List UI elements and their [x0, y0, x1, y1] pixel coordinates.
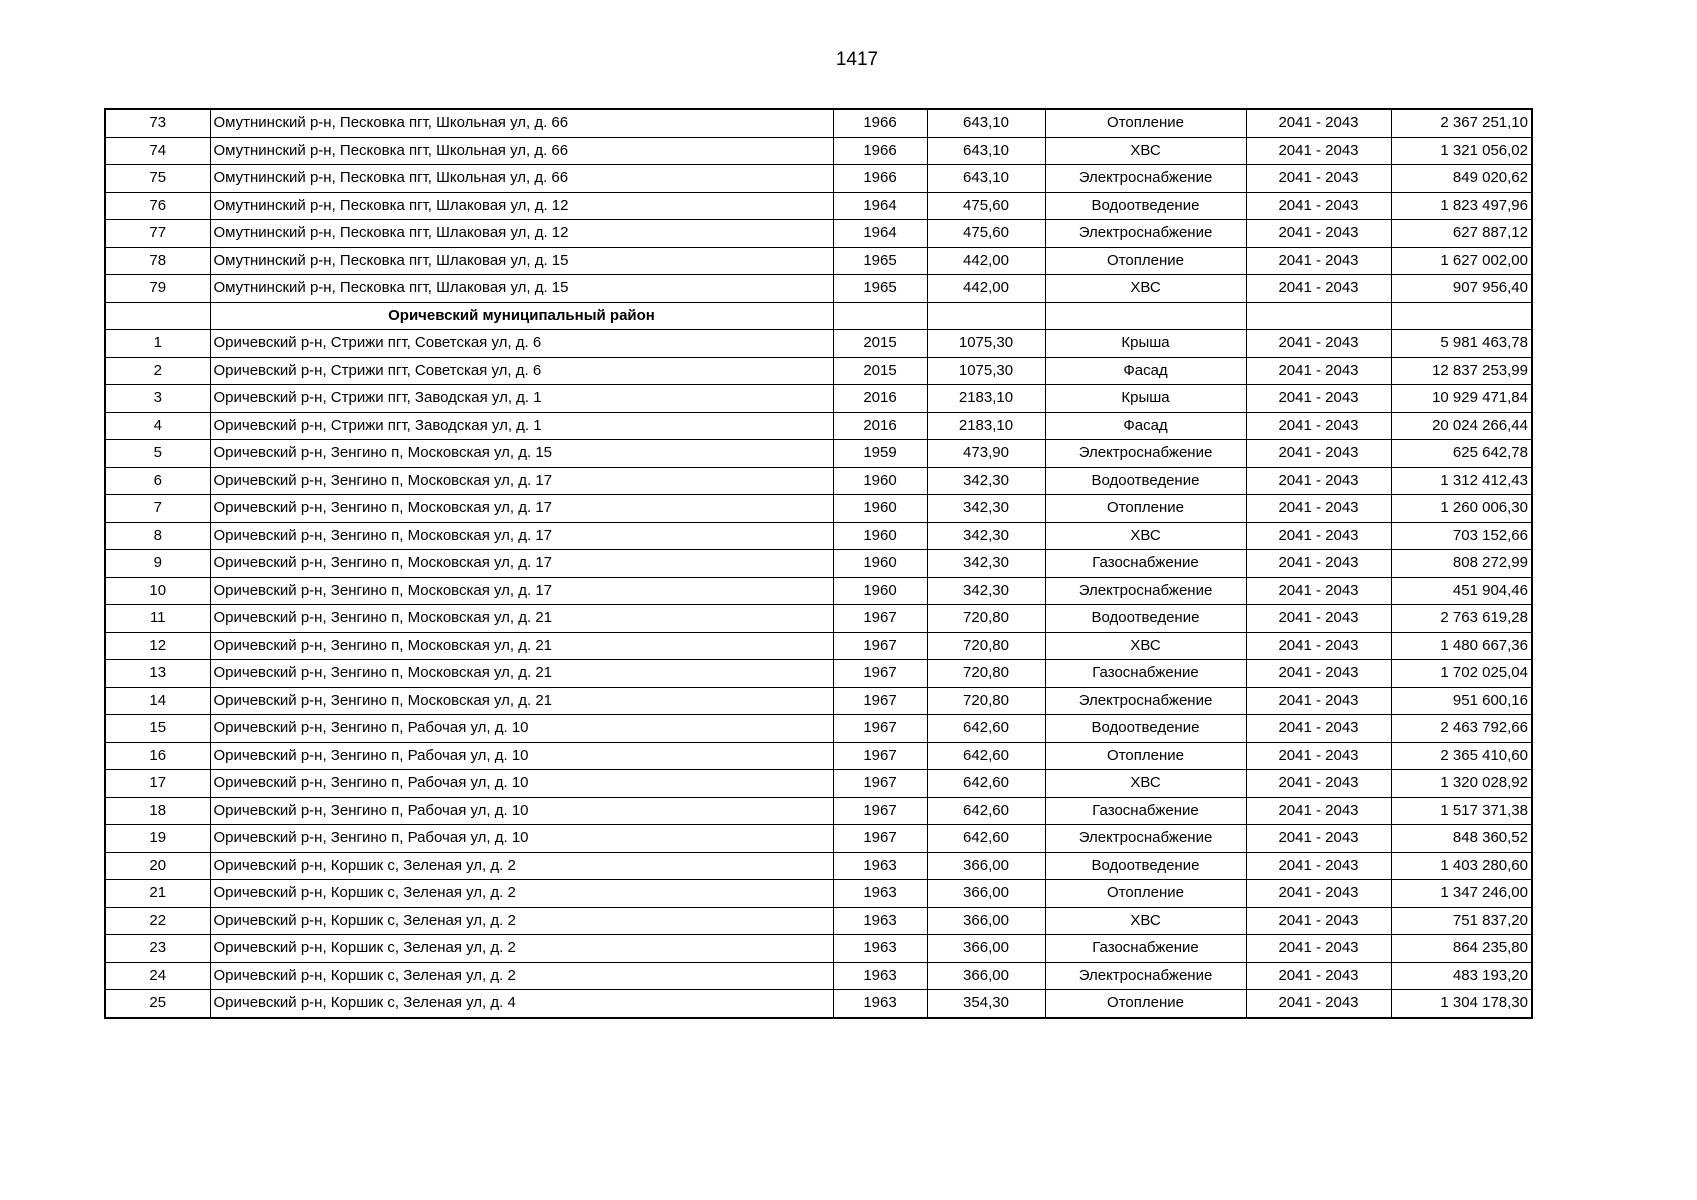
address-cell: Оричевский р-н, Зенгино п, Московская ул, д. 21: [210, 660, 833, 688]
address-cell: Оричевский р-н, Зенгино п, Московская ул, д. 17: [210, 467, 833, 495]
period-cell: 2041 - 2043: [1246, 109, 1391, 137]
cost-cell: 1 823 497,96: [1391, 192, 1532, 220]
table-row: [105, 742, 1532, 770]
period-cell: 2041 - 2043: [1246, 467, 1391, 495]
cost-cell: 451 904,46: [1391, 577, 1532, 605]
row-number: 1: [105, 330, 210, 358]
area-cell: 2183,10: [927, 412, 1045, 440]
cost-cell: 1 517 371,38: [1391, 797, 1532, 825]
cost-cell: 627 887,12: [1391, 220, 1532, 248]
year-built-cell: 1960: [833, 577, 927, 605]
address-cell: Оричевский р-н, Стрижи пгт, Советская ул, д. 6: [210, 330, 833, 358]
cost-cell: 483 193,20: [1391, 962, 1532, 990]
work-type-cell: Отопление: [1045, 495, 1246, 523]
row-number: 7: [105, 495, 210, 523]
cost-cell: 703 152,66: [1391, 522, 1532, 550]
area-cell: 643,10: [927, 137, 1045, 165]
area-cell: 1075,30: [927, 357, 1045, 385]
area-cell: 342,30: [927, 495, 1045, 523]
area-cell: 442,00: [927, 275, 1045, 303]
area-cell: [927, 302, 1045, 330]
row-number: 11: [105, 605, 210, 633]
area-cell: 642,60: [927, 825, 1045, 853]
table-row: [105, 275, 1532, 303]
work-type-cell: Электроснабжение: [1045, 577, 1246, 605]
work-type-cell: [1045, 302, 1246, 330]
area-cell: 366,00: [927, 962, 1045, 990]
table-row: [105, 467, 1532, 495]
cost-cell: 20 024 266,44: [1391, 412, 1532, 440]
table-row: [105, 687, 1532, 715]
year-built-cell: 1966: [833, 137, 927, 165]
address-cell: Омутнинский р-н, Песковка пгт, Школьная ул, д. 66: [210, 109, 833, 137]
section-header-row: [105, 302, 1532, 330]
cost-cell: 10 929 471,84: [1391, 385, 1532, 413]
year-built-cell: 2015: [833, 357, 927, 385]
address-cell: Оричевский р-н, Коршик с, Зеленая ул, д. 2: [210, 935, 833, 963]
period-cell: 2041 - 2043: [1246, 632, 1391, 660]
row-number: 8: [105, 522, 210, 550]
work-type-cell: Водоотведение: [1045, 715, 1246, 743]
cost-cell: 2 367 251,10: [1391, 109, 1532, 137]
area-cell: 643,10: [927, 165, 1045, 193]
address-cell: Оричевский р-н, Зенгино п, Московская ул, д. 17: [210, 522, 833, 550]
work-type-cell: Электроснабжение: [1045, 440, 1246, 468]
work-type-cell: Газоснабжение: [1045, 797, 1246, 825]
period-cell: 2041 - 2043: [1246, 522, 1391, 550]
table-row: [105, 247, 1532, 275]
address-cell: Оричевский р-н, Коршик с, Зеленая ул, д. 4: [210, 990, 833, 1018]
period-cell: 2041 - 2043: [1246, 247, 1391, 275]
cost-cell: 1 480 667,36: [1391, 632, 1532, 660]
work-type-cell: ХВС: [1045, 522, 1246, 550]
work-type-cell: Отопление: [1045, 880, 1246, 908]
address-cell: Оричевский р-н, Зенгино п, Рабочая ул, д. 10: [210, 825, 833, 853]
year-built-cell: 1963: [833, 962, 927, 990]
work-type-cell: ХВС: [1045, 907, 1246, 935]
cost-cell: 1 627 002,00: [1391, 247, 1532, 275]
work-type-cell: Электроснабжение: [1045, 687, 1246, 715]
row-number: 5: [105, 440, 210, 468]
address-cell: Оричевский р-н, Зенгино п, Московская ул, д. 21: [210, 605, 833, 633]
row-number: 3: [105, 385, 210, 413]
table-row: [105, 165, 1532, 193]
work-type-cell: Фасад: [1045, 412, 1246, 440]
period-cell: 2041 - 2043: [1246, 385, 1391, 413]
work-type-cell: Отопление: [1045, 990, 1246, 1018]
work-type-cell: Газоснабжение: [1045, 935, 1246, 963]
address-cell: Омутнинский р-н, Песковка пгт, Школьная ул, д. 66: [210, 137, 833, 165]
row-number: [105, 302, 210, 330]
address-cell: Оричевский р-н, Зенгино п, Рабочая ул, д. 10: [210, 770, 833, 798]
table-row: [105, 330, 1532, 358]
table-row: [105, 220, 1532, 248]
table-row: [105, 715, 1532, 743]
work-type-cell: Крыша: [1045, 330, 1246, 358]
row-number: 10: [105, 577, 210, 605]
year-built-cell: 1967: [833, 742, 927, 770]
year-built-cell: 1965: [833, 247, 927, 275]
year-built-cell: 2016: [833, 412, 927, 440]
year-built-cell: 1959: [833, 440, 927, 468]
cost-cell: 12 837 253,99: [1391, 357, 1532, 385]
row-number: 78: [105, 247, 210, 275]
period-cell: 2041 - 2043: [1246, 412, 1391, 440]
period-cell: 2041 - 2043: [1246, 825, 1391, 853]
row-number: 24: [105, 962, 210, 990]
year-built-cell: 1967: [833, 770, 927, 798]
cost-cell: [1391, 302, 1532, 330]
cost-cell: 751 837,20: [1391, 907, 1532, 935]
work-type-cell: ХВС: [1045, 632, 1246, 660]
cost-cell: 848 360,52: [1391, 825, 1532, 853]
cost-cell: 2 365 410,60: [1391, 742, 1532, 770]
area-cell: 642,60: [927, 742, 1045, 770]
area-cell: 720,80: [927, 605, 1045, 633]
row-number: 13: [105, 660, 210, 688]
row-number: 19: [105, 825, 210, 853]
area-cell: 642,60: [927, 797, 1045, 825]
area-cell: 720,80: [927, 632, 1045, 660]
area-cell: 643,10: [927, 109, 1045, 137]
address-cell: Оричевский р-н, Зенгино п, Московская ул, д. 21: [210, 687, 833, 715]
row-number: 17: [105, 770, 210, 798]
year-built-cell: 1966: [833, 165, 927, 193]
period-cell: 2041 - 2043: [1246, 880, 1391, 908]
year-built-cell: 1960: [833, 467, 927, 495]
area-cell: 475,60: [927, 220, 1045, 248]
year-built-cell: 1966: [833, 109, 927, 137]
work-type-cell: Водоотведение: [1045, 467, 1246, 495]
period-cell: 2041 - 2043: [1246, 935, 1391, 963]
period-cell: 2041 - 2043: [1246, 275, 1391, 303]
row-number: 15: [105, 715, 210, 743]
period-cell: 2041 - 2043: [1246, 687, 1391, 715]
address-cell: Омутнинский р-н, Песковка пгт, Шлаковая ул, д. 15: [210, 247, 833, 275]
year-built-cell: 1964: [833, 220, 927, 248]
work-type-cell: ХВС: [1045, 137, 1246, 165]
repair-schedule-table: [104, 108, 1533, 1019]
year-built-cell: [833, 302, 927, 330]
row-number: 12: [105, 632, 210, 660]
year-built-cell: 1967: [833, 687, 927, 715]
row-number: 79: [105, 275, 210, 303]
work-type-cell: Газоснабжение: [1045, 550, 1246, 578]
row-number: 23: [105, 935, 210, 963]
period-cell: 2041 - 2043: [1246, 660, 1391, 688]
row-number: 76: [105, 192, 210, 220]
period-cell: 2041 - 2043: [1246, 577, 1391, 605]
year-built-cell: 1967: [833, 660, 927, 688]
work-type-cell: Электроснабжение: [1045, 962, 1246, 990]
address-cell: Оричевский р-н, Зенгино п, Рабочая ул, д. 10: [210, 742, 833, 770]
address-cell: Оричевский р-н, Коршик с, Зеленая ул, д. 2: [210, 907, 833, 935]
cost-cell: 907 956,40: [1391, 275, 1532, 303]
work-type-cell: Электроснабжение: [1045, 165, 1246, 193]
address-cell: Оричевский р-н, Зенгино п, Московская ул, д. 17: [210, 577, 833, 605]
period-cell: 2041 - 2043: [1246, 495, 1391, 523]
period-cell: 2041 - 2043: [1246, 990, 1391, 1018]
year-built-cell: 1960: [833, 550, 927, 578]
cost-cell: 951 600,16: [1391, 687, 1532, 715]
address-cell: Омутнинский р-н, Песковка пгт, Шлаковая ул, д. 12: [210, 220, 833, 248]
row-number: 21: [105, 880, 210, 908]
cost-cell: 864 235,80: [1391, 935, 1532, 963]
area-cell: 342,30: [927, 550, 1045, 578]
area-cell: 1075,30: [927, 330, 1045, 358]
period-cell: 2041 - 2043: [1246, 137, 1391, 165]
table-row: [105, 962, 1532, 990]
cost-cell: 849 020,62: [1391, 165, 1532, 193]
cost-cell: 1 347 246,00: [1391, 880, 1532, 908]
period-cell: 2041 - 2043: [1246, 742, 1391, 770]
address-cell: Оричевский р-н, Зенгино п, Московская ул, д. 17: [210, 550, 833, 578]
row-number: 25: [105, 990, 210, 1018]
row-number: 2: [105, 357, 210, 385]
address-cell: Омутнинский р-н, Песковка пгт, Школьная ул, д. 66: [210, 165, 833, 193]
year-built-cell: 1963: [833, 907, 927, 935]
address-cell: Оричевский р-н, Зенгино п, Московская ул, д. 17: [210, 495, 833, 523]
table-row: [105, 797, 1532, 825]
address-cell: Оричевский р-н, Коршик с, Зеленая ул, д. 2: [210, 880, 833, 908]
work-type-cell: Отопление: [1045, 109, 1246, 137]
address-cell: Оричевский р-н, Зенгино п, Московская ул, д. 15: [210, 440, 833, 468]
period-cell: 2041 - 2043: [1246, 715, 1391, 743]
address-cell: Оричевский р-н, Зенгино п, Рабочая ул, д. 10: [210, 797, 833, 825]
table-row: [105, 907, 1532, 935]
year-built-cell: 1967: [833, 632, 927, 660]
cost-cell: 1 260 006,30: [1391, 495, 1532, 523]
row-number: 14: [105, 687, 210, 715]
cost-cell: 1 304 178,30: [1391, 990, 1532, 1018]
work-type-cell: ХВС: [1045, 770, 1246, 798]
row-number: 20: [105, 852, 210, 880]
year-built-cell: 1960: [833, 522, 927, 550]
work-type-cell: ХВС: [1045, 275, 1246, 303]
work-type-cell: Фасад: [1045, 357, 1246, 385]
table-row: [105, 605, 1532, 633]
area-cell: 473,90: [927, 440, 1045, 468]
cost-cell: 2 763 619,28: [1391, 605, 1532, 633]
period-cell: 2041 - 2043: [1246, 605, 1391, 633]
table-row: [105, 137, 1532, 165]
area-cell: 354,30: [927, 990, 1045, 1018]
period-cell: 2041 - 2043: [1246, 852, 1391, 880]
period-cell: 2041 - 2043: [1246, 192, 1391, 220]
table-row: [105, 109, 1532, 137]
year-built-cell: 1964: [833, 192, 927, 220]
address-cell: Оричевский р-н, Зенгино п, Московская ул, д. 21: [210, 632, 833, 660]
period-cell: [1246, 302, 1391, 330]
period-cell: 2041 - 2043: [1246, 165, 1391, 193]
year-built-cell: 1963: [833, 880, 927, 908]
area-cell: 442,00: [927, 247, 1045, 275]
section-title: Оричевский муниципальный район: [210, 302, 833, 330]
work-type-cell: Водоотведение: [1045, 605, 1246, 633]
period-cell: 2041 - 2043: [1246, 330, 1391, 358]
year-built-cell: 1963: [833, 935, 927, 963]
table-row: [105, 440, 1532, 468]
work-type-cell: Электроснабжение: [1045, 825, 1246, 853]
area-cell: 366,00: [927, 907, 1045, 935]
area-cell: 342,30: [927, 522, 1045, 550]
table-row: [105, 632, 1532, 660]
area-cell: 2183,10: [927, 385, 1045, 413]
cost-cell: 1 702 025,04: [1391, 660, 1532, 688]
table-row: [105, 825, 1532, 853]
year-built-cell: 2015: [833, 330, 927, 358]
table-row: [105, 770, 1532, 798]
year-built-cell: 1963: [833, 852, 927, 880]
table-row: [105, 577, 1532, 605]
cost-cell: 1 312 412,43: [1391, 467, 1532, 495]
area-cell: 642,60: [927, 770, 1045, 798]
period-cell: 2041 - 2043: [1246, 797, 1391, 825]
cost-cell: 1 403 280,60: [1391, 852, 1532, 880]
area-cell: 366,00: [927, 852, 1045, 880]
address-cell: Оричевский р-н, Зенгино п, Рабочая ул, д. 10: [210, 715, 833, 743]
area-cell: 366,00: [927, 935, 1045, 963]
table-row: [105, 935, 1532, 963]
year-built-cell: 1963: [833, 990, 927, 1018]
work-type-cell: Отопление: [1045, 742, 1246, 770]
period-cell: 2041 - 2043: [1246, 220, 1391, 248]
table-row: [105, 412, 1532, 440]
year-built-cell: 1967: [833, 825, 927, 853]
year-built-cell: 1967: [833, 797, 927, 825]
year-built-cell: 1960: [833, 495, 927, 523]
page-number: 1417: [835, 49, 879, 70]
address-cell: Оричевский р-н, Стрижи пгт, Советская ул, д. 6: [210, 357, 833, 385]
row-number: 4: [105, 412, 210, 440]
work-type-cell: Водоотведение: [1045, 852, 1246, 880]
address-cell: Омутнинский р-н, Песковка пгт, Шлаковая ул, д. 12: [210, 192, 833, 220]
area-cell: 720,80: [927, 660, 1045, 688]
table-row: [105, 990, 1532, 1018]
table-row: [105, 385, 1532, 413]
table-row: [105, 660, 1532, 688]
cost-cell: 1 321 056,02: [1391, 137, 1532, 165]
table-row: [105, 495, 1532, 523]
period-cell: 2041 - 2043: [1246, 357, 1391, 385]
row-number: 73: [105, 109, 210, 137]
cost-cell: 1 320 028,92: [1391, 770, 1532, 798]
work-type-cell: Водоотведение: [1045, 192, 1246, 220]
year-built-cell: 2016: [833, 385, 927, 413]
table-row: [105, 192, 1532, 220]
work-type-cell: Электроснабжение: [1045, 220, 1246, 248]
table-row: [105, 880, 1532, 908]
period-cell: 2041 - 2043: [1246, 550, 1391, 578]
cost-cell: 5 981 463,78: [1391, 330, 1532, 358]
period-cell: 2041 - 2043: [1246, 770, 1391, 798]
address-cell: Оричевский р-н, Коршик с, Зеленая ул, д. 2: [210, 852, 833, 880]
row-number: 18: [105, 797, 210, 825]
area-cell: 475,60: [927, 192, 1045, 220]
table-row: [105, 522, 1532, 550]
period-cell: 2041 - 2043: [1246, 440, 1391, 468]
address-cell: Оричевский р-н, Коршик с, Зеленая ул, д. 2: [210, 962, 833, 990]
work-type-cell: Крыша: [1045, 385, 1246, 413]
row-number: 22: [105, 907, 210, 935]
row-number: 16: [105, 742, 210, 770]
address-cell: Омутнинский р-н, Песковка пгт, Шлаковая ул, д. 15: [210, 275, 833, 303]
address-cell: Оричевский р-н, Стрижи пгт, Заводская ул, д. 1: [210, 412, 833, 440]
period-cell: 2041 - 2043: [1246, 962, 1391, 990]
row-number: 75: [105, 165, 210, 193]
table-row: [105, 852, 1532, 880]
cost-cell: 625 642,78: [1391, 440, 1532, 468]
area-cell: 366,00: [927, 880, 1045, 908]
year-built-cell: 1967: [833, 605, 927, 633]
area-cell: 342,30: [927, 467, 1045, 495]
period-cell: 2041 - 2043: [1246, 907, 1391, 935]
row-number: 74: [105, 137, 210, 165]
area-cell: 342,30: [927, 577, 1045, 605]
year-built-cell: 1967: [833, 715, 927, 743]
work-type-cell: Отопление: [1045, 247, 1246, 275]
row-number: 9: [105, 550, 210, 578]
area-cell: 720,80: [927, 687, 1045, 715]
address-cell: Оричевский р-н, Стрижи пгт, Заводская ул, д. 1: [210, 385, 833, 413]
table-body: [105, 109, 1532, 1018]
table-row: [105, 550, 1532, 578]
work-type-cell: Газоснабжение: [1045, 660, 1246, 688]
table-row: [105, 357, 1532, 385]
cost-cell: 2 463 792,66: [1391, 715, 1532, 743]
cost-cell: 808 272,99: [1391, 550, 1532, 578]
row-number: 77: [105, 220, 210, 248]
row-number: 6: [105, 467, 210, 495]
year-built-cell: 1965: [833, 275, 927, 303]
area-cell: 642,60: [927, 715, 1045, 743]
